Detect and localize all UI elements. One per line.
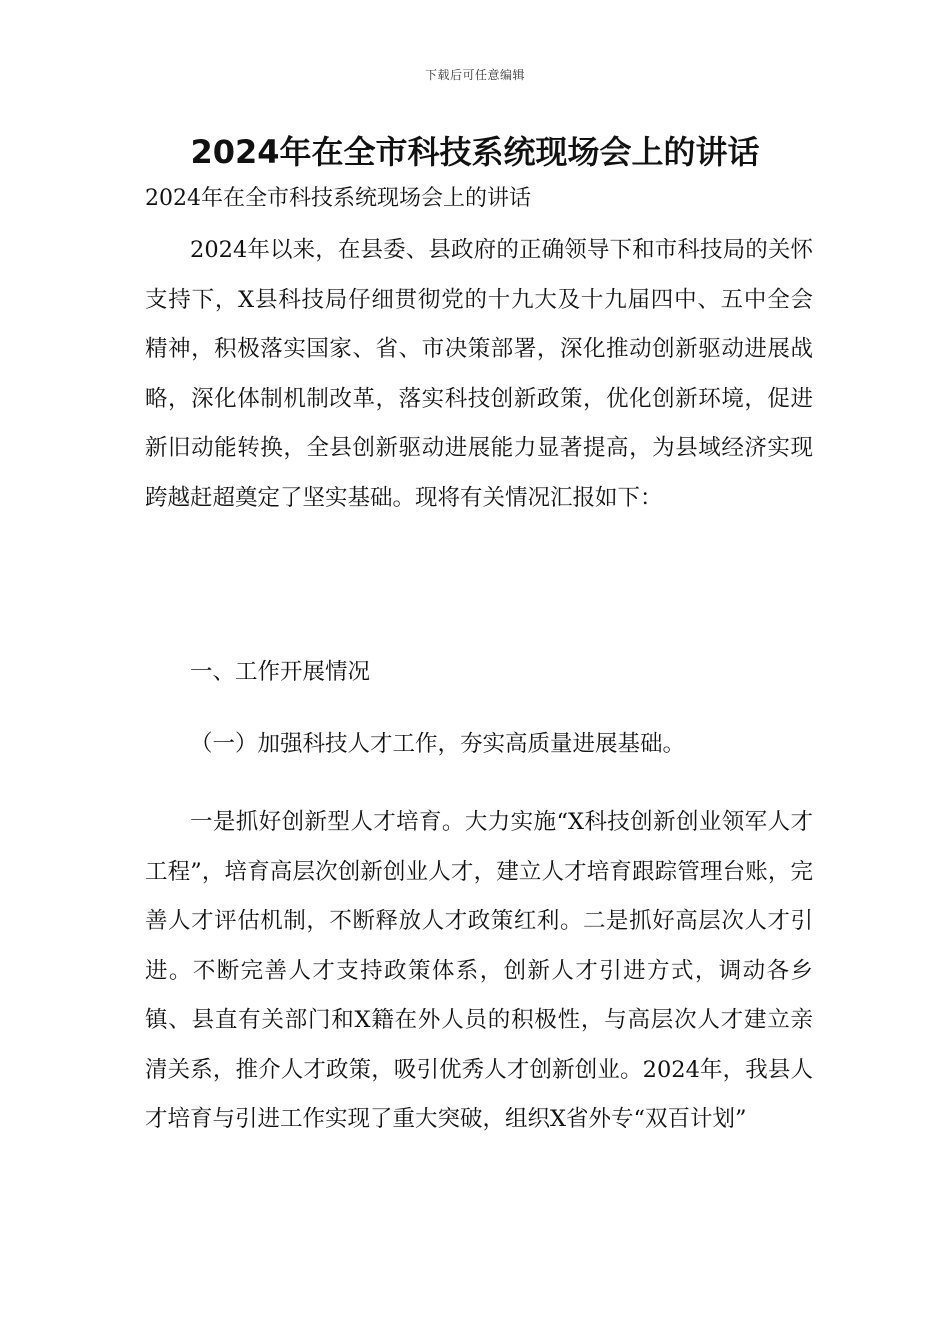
paragraph-intro: 2024年以来，在县委、县政府的正确领导下和市科技局的关怀支持下，X县科技局仔细贯彻党的十九大及十九届四中、五中全会精神，积极落实国家、省、市决策部署，深化推动创新驱动进展战略，深化体制机制改革，落实科技创新政策，优化创新环境，促进新旧动能转换，全县创新驱动进展能力显著提高，为县域经济实现跨越赶超奠定了坚实基础。现将有关情况汇报如下： <box>145 237 813 511</box>
paragraph-talent: 一是抓好创新型人才培育。大力实施“X科技创新创业领军人才工程”，培育高层次创新创业人才，建立人才培育跟踪管理台账，完善人才评估机制，不断释放人才政策红利。二是抓好高层次人才引进。不断完善人才支持政策体系，创新人才引进方式，调动各乡镇、县直有关部门和X籍在外人员的积极性，与高层次人才建立亲清关系，推介人才政策，吸引优秀人才创新创业。2024年，我县人才培育与引进工作实现了重大突破，组织X省外专“双百计划” <box>145 809 813 1132</box>
section-heading: 一、工作开展情况 <box>190 659 371 685</box>
subsection-heading: （一）加强科技人才工作，夯实高质量进展基础。 <box>190 731 686 757</box>
document-title: 2024年在全市科技系统现场会上的讲话 <box>190 133 760 171</box>
header-note: 下载后可任意编辑 <box>424 68 525 82</box>
document-subtitle: 2024年在全市科技系统现场会上的讲话 <box>145 186 531 211</box>
